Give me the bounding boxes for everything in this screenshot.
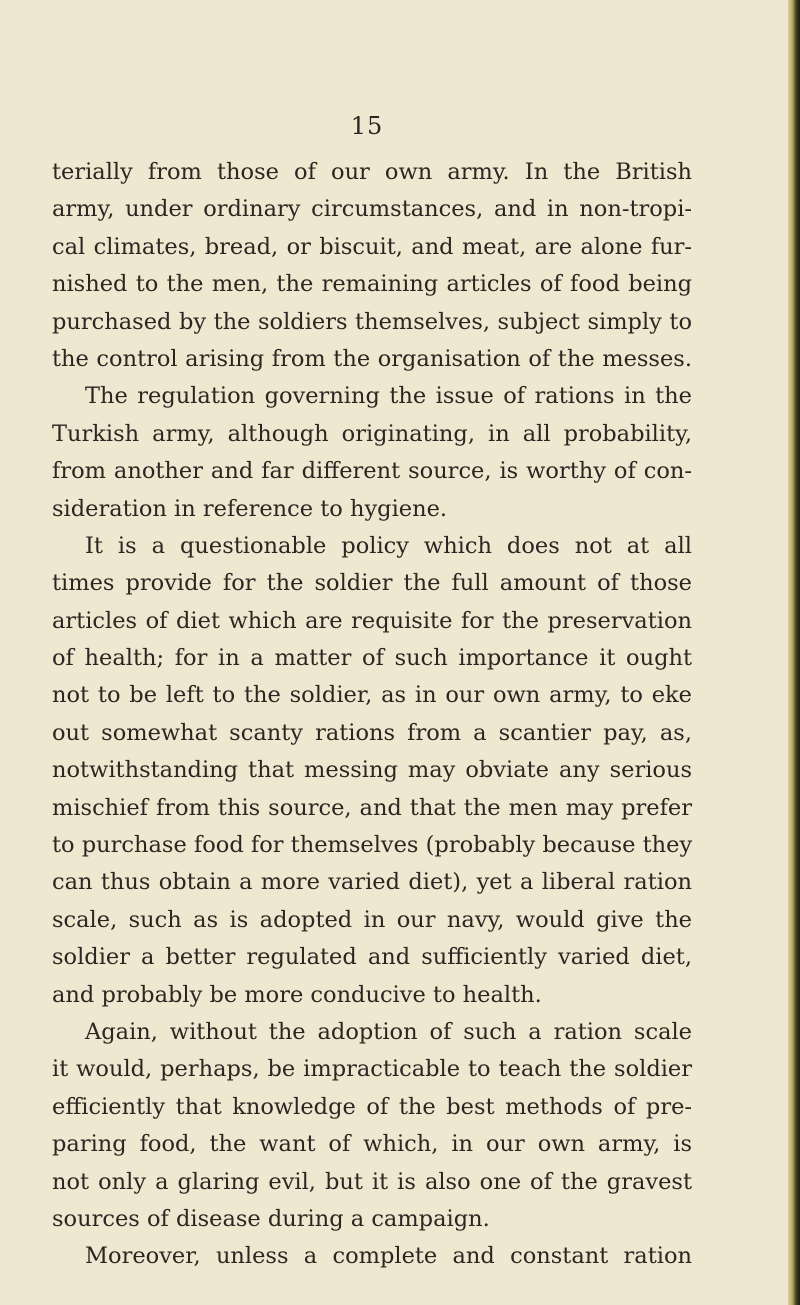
text-line: mischief from this source, and that the men may prefer <box>52 794 692 821</box>
text-line: not only a glaring evil, but it is also one of the gravest <box>52 1168 692 1195</box>
text-line: paring food, the want of which, in our own army, is <box>52 1131 692 1158</box>
text-line: The regulation governing the issue of rations in the <box>85 383 692 410</box>
text-line: articles of diet which are requisite for the preservation <box>52 607 692 634</box>
text-line: soldier a better regulated and sufficiently varied diet, <box>52 944 692 971</box>
text-line: cal climates, bread, or biscuit, and meat, are alone fur- <box>52 233 692 260</box>
text-line: scale, such as is adopted in our navy, would give the <box>52 906 692 933</box>
text-line: army, under ordinary circumstances, and in non-tropi- <box>52 196 692 223</box>
text-line: Again, without the adoption of such a ration scale <box>85 1018 692 1045</box>
body-text <box>52 154 692 1276</box>
text-line: efficiently that knowledge of the best methods of pre- <box>52 1093 692 1120</box>
text-line: of health; for in a matter of such importance it ought <box>52 645 692 672</box>
text-line: can thus obtain a more varied diet), yet a liberal ration <box>52 869 692 896</box>
text-line: sideration in reference to hygiene. <box>52 495 448 522</box>
page-edge-border <box>788 0 800 1305</box>
text-line: terially from those of our own army. In the British <box>52 159 692 185</box>
text-line: it would, perhaps, be impracticable to teach the soldier <box>52 1056 692 1083</box>
text-line: and probably be more conducive to health. <box>52 981 542 1008</box>
text-line: notwithstanding that messing may obviate any serious <box>52 757 692 784</box>
text-line: purchased by the soldiers themselves, subject simply to <box>52 308 692 335</box>
text-line: out somewhat scanty rations from a scantier pay, as, <box>52 719 692 746</box>
text-line: the control arising from the organisation of the messes. <box>52 345 692 372</box>
text-line: from another and far different source, is worthy of con- <box>52 458 692 485</box>
text-line: It is a questionable policy which does not at all <box>85 532 692 559</box>
text-line: times provide for the soldier the full amount of those <box>52 570 692 597</box>
text-line: to purchase food for themselves (probably because they <box>52 832 693 859</box>
page-number: 15 <box>350 112 384 140</box>
text-line: sources of disease during a campaign. <box>52 1205 490 1232</box>
text-line: Moreover, unless a complete and constant ration <box>85 1243 692 1270</box>
text-line: nished to the men, the remaining articles of food being <box>52 271 692 298</box>
text-line: Turkish army, although originating, in all probability, <box>52 420 692 447</box>
text-line: not to be left to the soldier, as in our own army, to eke <box>52 682 692 709</box>
